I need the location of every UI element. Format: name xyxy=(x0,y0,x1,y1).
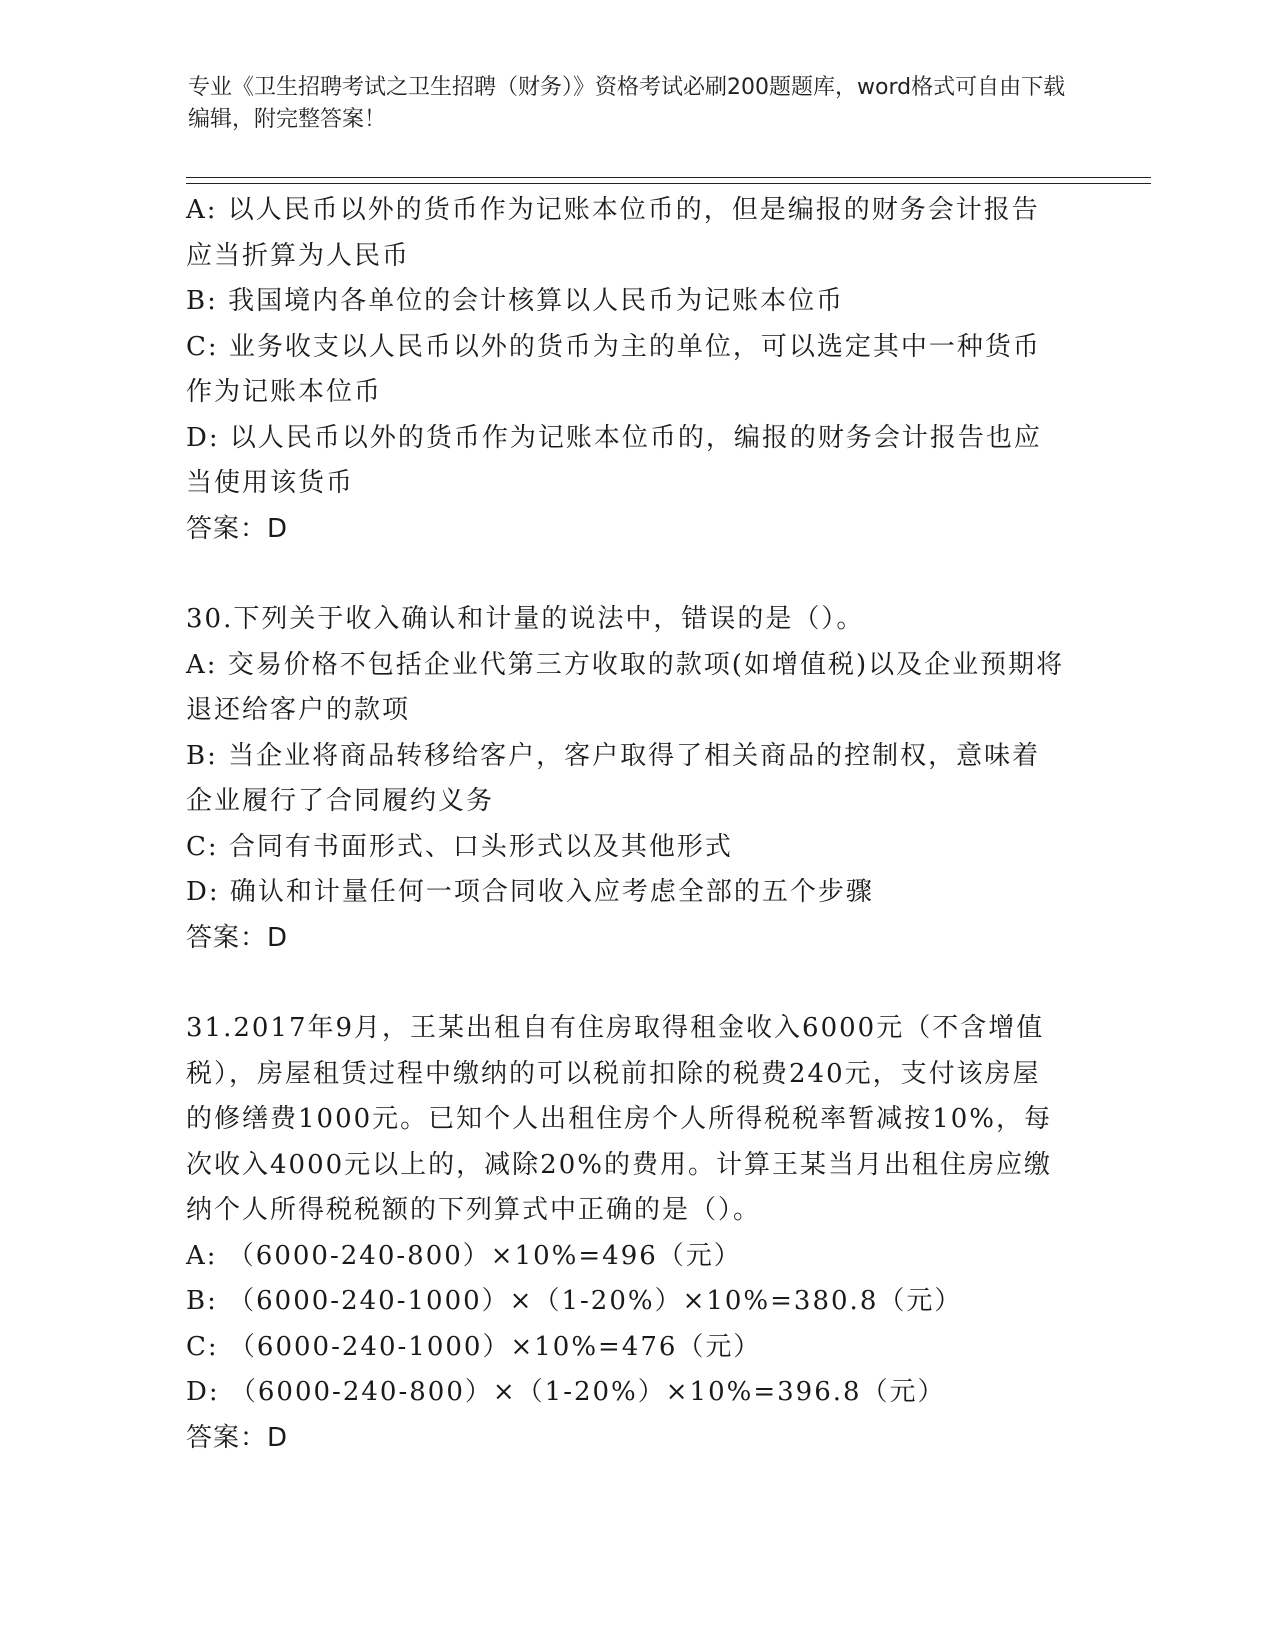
question-29-continued xyxy=(186,188,1066,552)
answer-line: 答案：D xyxy=(186,922,289,953)
header-title: 专业《卫生招聘考试之卫生招聘（财务）》资格考试必刷200题题库，word格式可自由下载编辑，附完整答案！ xyxy=(188,75,1066,132)
document-body xyxy=(186,188,1066,1461)
option-b: B: （6000-240-1000）×（1-20%）×10%=380.8（元） xyxy=(186,1286,963,1316)
option-d: D: （6000-240-800）×（1-20%）×10%=396.8（元） xyxy=(186,1377,946,1407)
answer-line: 答案：D xyxy=(186,1422,289,1453)
option-d: D: 以人民币以外的货币作为记账本位币的，编报的财务会计报告也应当使用该货币 xyxy=(186,422,1042,498)
question-stem: 31.2017年9月，王某出租自有住房取得租金收入6000元（不含增值税），房屋租赁过程中缴纳的可以税前扣除的税费240元，支付该房屋的修缮费1000元。已知个人出租住房个人所得税税率暂减按10%，每次收入4000元以上的，减除20%的费用。计算王某当月出租住房应缴纳个人所得税税额的下列算式中正确的是（）。 xyxy=(186,1013,1052,1225)
option-c: C: 业务收支以人民币以外的货币为主的单位，可以选定其中一种货币作为记账本位币 xyxy=(186,331,1041,407)
option-c: C: 合同有书面形式、口头形式以及其他形式 xyxy=(186,831,733,862)
option-b: B: 我国境内各单位的会计核算以人民币为记账本位币 xyxy=(186,286,845,316)
question-30 xyxy=(186,597,1066,961)
option-d: D: 确认和计量任何一项合同收入应考虑全部的五个步骤 xyxy=(186,877,874,907)
page-header xyxy=(188,72,1068,136)
header-divider xyxy=(186,177,1151,184)
option-a: A: 以人民币以外的货币作为记账本位币的，但是编报的财务会计报告应当折算为人民币 xyxy=(186,195,1040,271)
option-a: A: 交易价格不包括企业代第三方收取的款项(如增值税)以及企业预期将退还给客户的款项 xyxy=(186,649,1065,725)
option-a: A: （6000-240-800）×10%=496（元） xyxy=(186,1240,742,1271)
answer-line: 答案：D xyxy=(186,513,289,544)
question-31 xyxy=(186,1006,1066,1461)
option-b: B: 当企业将商品转移给客户，客户取得了相关商品的控制权，意味着企业履行了合同履约义务 xyxy=(186,740,1041,816)
option-c: C: （6000-240-1000）×10%=476（元） xyxy=(186,1331,762,1362)
question-stem: 30.下列关于收入确认和计量的说法中，错误的是（）。 xyxy=(186,604,865,634)
